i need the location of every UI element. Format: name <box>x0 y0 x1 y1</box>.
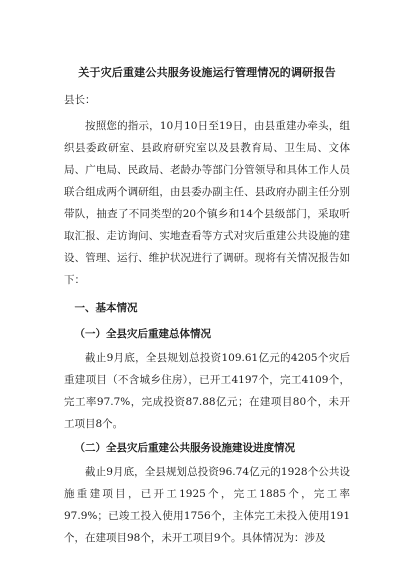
subsection-body-overall: 截止9月底，全县规划总投资109.61亿元的4205个灾后重建项目（不含城乡住房），已开工4197个，完工4109个，完工率97.7%，完成投资87.88亿元；在建项目80个，未开工项目8个。 <box>64 352 350 430</box>
subsection-heading-overall: （一）全县灾后重建总体情况 <box>74 328 211 340</box>
intro-paragraph: 按照您的指示，10月10日至19日，由县重建办牵头，组织县委政研室、县政府研究室以及县教育局、卫生局、文体局、广电局、民政局、老龄办等部门分管领导和具体工作人员联合组成两个调研组，由县委办副主任、县政府办副主任分别带队，抽查了不同类型的20个镇乡和14个县级部门，采取听取汇报、走访询问、实地查看等方式对灾后重建公共设施的建设、管理、运行、维护状况进行了调研。现将有关情况报告如下： <box>64 120 350 286</box>
salutation: 县长： <box>64 94 96 106</box>
subsection-heading-public-facilities: （二）全县灾后重建公共服务设施建设进度情况 <box>74 442 295 454</box>
document-title: 关于灾后重建公共服务设施运行管理情况的调研报告 <box>78 66 336 79</box>
section-heading-basic-situation: 一、基本情况 <box>74 302 138 314</box>
subsection-body-public-facilities: 截止9月底，全县规划总投资96.74亿元的1928个公共设施重建项目，已开工1925个，完工1885个，完工率97.9%；已竣工投入使用1756个，主体完工未投入使用191个，在建项目98个，未开工项目9个。具体情况为：涉及 <box>64 466 350 544</box>
